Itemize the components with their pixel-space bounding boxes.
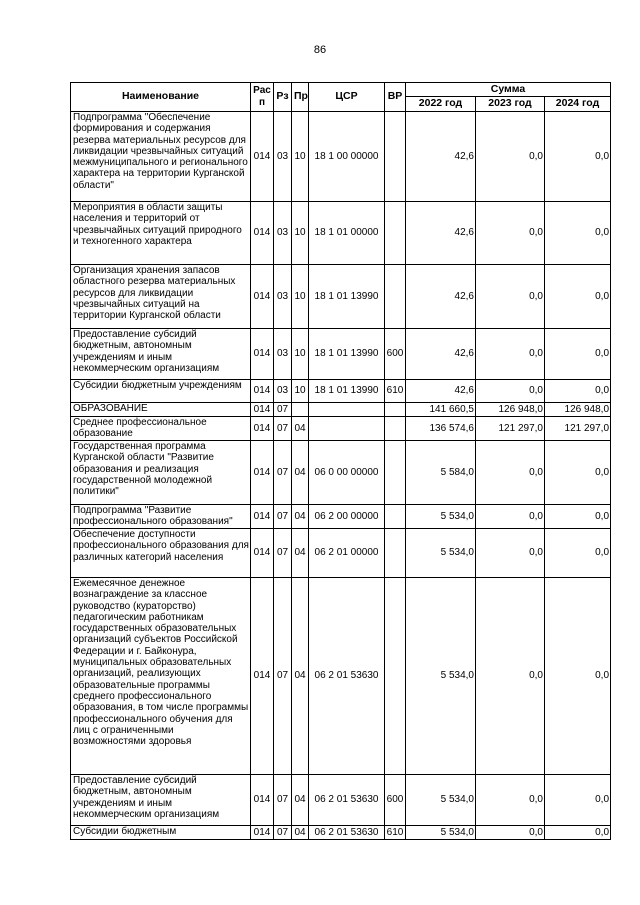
table-row bbox=[71, 112, 611, 202]
cell-y2024: 0,0 bbox=[545, 329, 611, 380]
cell-pr: 10 bbox=[292, 202, 309, 265]
cell-y2022: 5 534,0 bbox=[406, 529, 476, 578]
table-row bbox=[71, 578, 611, 775]
cell-name: Подпрограмма "Обеспечение формирования и содержания резерва материальных ресурсов для ликвидации чрезвычайных ситуаций межмуниципального и регионального характера на территории Курганской области" bbox=[71, 112, 251, 202]
table-row bbox=[71, 529, 611, 578]
cell-ras: 014 bbox=[251, 380, 274, 403]
cell-y2024: 0,0 bbox=[545, 202, 611, 265]
cell-ras: 014 bbox=[251, 826, 274, 840]
cell-vr bbox=[385, 403, 406, 417]
cell-name: Подпрограмма "Развитие профессионального образования" bbox=[71, 505, 251, 529]
cell-rz: 03 bbox=[274, 112, 292, 202]
cell-ras: 014 bbox=[251, 775, 274, 826]
cell-y2024: 121 297,0 bbox=[545, 417, 611, 441]
header-rz: Рз bbox=[274, 83, 292, 112]
cell-y2024: 0,0 bbox=[545, 505, 611, 529]
cell-y2023: 0,0 bbox=[476, 529, 545, 578]
header-pr: Пр bbox=[292, 83, 309, 112]
cell-y2022: 42,6 bbox=[406, 380, 476, 403]
cell-rz: 07 bbox=[274, 578, 292, 775]
cell-pr: 04 bbox=[292, 578, 309, 775]
cell-pr: 04 bbox=[292, 505, 309, 529]
table-row bbox=[71, 329, 611, 380]
cell-y2022: 42,6 bbox=[406, 202, 476, 265]
cell-name: Ежемесячное денежное вознаграждение за классное руководство (кураторство) педагогическим работникам государственных образовательных организаций субъектов Российской Федерации и г. Байконура, муниципальных образовательных организаций, реализующих образовательные программы среднего профессионального образования, в том числе программы профессионального обучения для лиц с ограниченными возможностями здоровья bbox=[71, 578, 251, 775]
cell-rz: 07 bbox=[274, 529, 292, 578]
cell-ras: 014 bbox=[251, 202, 274, 265]
cell-pr bbox=[292, 403, 309, 417]
cell-ras: 014 bbox=[251, 265, 274, 329]
cell-name: Среднее профессиональное образование bbox=[71, 417, 251, 441]
table-row bbox=[71, 441, 611, 505]
table-row bbox=[71, 380, 611, 403]
table-row bbox=[71, 505, 611, 529]
cell-vr: 600 bbox=[385, 775, 406, 826]
cell-y2022: 136 574,6 bbox=[406, 417, 476, 441]
cell-csr bbox=[309, 417, 385, 441]
cell-rz: 03 bbox=[274, 202, 292, 265]
cell-y2023: 0,0 bbox=[476, 112, 545, 202]
cell-csr: 18 1 01 00000 bbox=[309, 202, 385, 265]
cell-rz: 07 bbox=[274, 417, 292, 441]
cell-pr: 04 bbox=[292, 826, 309, 840]
table-row bbox=[71, 826, 611, 840]
cell-csr: 06 0 00 00000 bbox=[309, 441, 385, 505]
header-csr: ЦСР bbox=[309, 83, 385, 112]
cell-vr bbox=[385, 578, 406, 775]
cell-rz: 07 bbox=[274, 403, 292, 417]
cell-y2022: 5 534,0 bbox=[406, 505, 476, 529]
cell-y2024: 0,0 bbox=[545, 826, 611, 840]
cell-vr bbox=[385, 529, 406, 578]
page-number: 86 bbox=[313, 44, 327, 56]
header-2023: 2023 год bbox=[476, 97, 545, 112]
cell-csr: 18 1 01 13990 bbox=[309, 380, 385, 403]
cell-csr bbox=[309, 403, 385, 417]
cell-vr bbox=[385, 202, 406, 265]
cell-y2024: 0,0 bbox=[545, 578, 611, 775]
cell-name: Предоставление субсидий бюджетным, автономным учреждениям и иным некоммерческим организациям bbox=[71, 329, 251, 380]
cell-csr: 18 1 00 00000 bbox=[309, 112, 385, 202]
cell-y2022: 5 534,0 bbox=[406, 578, 476, 775]
cell-y2022: 5 534,0 bbox=[406, 775, 476, 826]
cell-y2024: 0,0 bbox=[545, 441, 611, 505]
cell-y2023: 0,0 bbox=[476, 441, 545, 505]
cell-pr: 10 bbox=[292, 265, 309, 329]
cell-rz: 03 bbox=[274, 329, 292, 380]
cell-y2022: 5 584,0 bbox=[406, 441, 476, 505]
cell-y2023: 126 948,0 bbox=[476, 403, 545, 417]
header-2024: 2024 год bbox=[545, 97, 611, 112]
cell-vr: 610 bbox=[385, 380, 406, 403]
budget-table bbox=[70, 82, 611, 840]
cell-ras: 014 bbox=[251, 403, 274, 417]
cell-y2023: 121 297,0 bbox=[476, 417, 545, 441]
cell-rz: 03 bbox=[274, 380, 292, 403]
cell-y2023: 0,0 bbox=[476, 202, 545, 265]
table-row bbox=[71, 265, 611, 329]
cell-y2024: 0,0 bbox=[545, 380, 611, 403]
cell-rz: 07 bbox=[274, 505, 292, 529]
cell-y2022: 141 660,5 bbox=[406, 403, 476, 417]
table-row bbox=[71, 403, 611, 417]
cell-ras: 014 bbox=[251, 417, 274, 441]
cell-y2023: 0,0 bbox=[476, 265, 545, 329]
header-name: Наименование bbox=[71, 83, 251, 112]
cell-vr bbox=[385, 441, 406, 505]
cell-pr: 04 bbox=[292, 529, 309, 578]
cell-y2024: 0,0 bbox=[545, 265, 611, 329]
header-2022: 2022 год bbox=[406, 97, 476, 112]
cell-pr: 10 bbox=[292, 380, 309, 403]
cell-csr: 18 1 01 13990 bbox=[309, 265, 385, 329]
cell-name: Предоставление субсидий бюджетным, автономным учреждениям и иным некоммерческим организациям bbox=[71, 775, 251, 826]
cell-y2022: 42,6 bbox=[406, 329, 476, 380]
cell-name: Мероприятия в области защиты населения и территорий от чрезвычайных ситуаций природного и техногенного характера bbox=[71, 202, 251, 265]
cell-vr: 610 bbox=[385, 826, 406, 840]
cell-pr: 04 bbox=[292, 441, 309, 505]
cell-y2023: 0,0 bbox=[476, 826, 545, 840]
cell-csr: 06 2 00 00000 bbox=[309, 505, 385, 529]
cell-vr bbox=[385, 112, 406, 202]
cell-csr: 06 2 01 53630 bbox=[309, 775, 385, 826]
cell-y2023: 0,0 bbox=[476, 775, 545, 826]
cell-vr bbox=[385, 505, 406, 529]
cell-name: Субсидии бюджетным учреждениям bbox=[71, 380, 251, 403]
table-row bbox=[71, 417, 611, 441]
cell-y2022: 42,6 bbox=[406, 112, 476, 202]
cell-name: ОБРАЗОВАНИЕ bbox=[71, 403, 251, 417]
cell-pr: 10 bbox=[292, 329, 309, 380]
cell-y2023: 0,0 bbox=[476, 578, 545, 775]
cell-csr: 06 2 01 00000 bbox=[309, 529, 385, 578]
cell-rz: 07 bbox=[274, 775, 292, 826]
cell-pr: 10 bbox=[292, 112, 309, 202]
cell-csr: 18 1 01 13990 bbox=[309, 329, 385, 380]
cell-y2024: 0,0 bbox=[545, 775, 611, 826]
cell-y2024: 0,0 bbox=[545, 112, 611, 202]
cell-ras: 014 bbox=[251, 529, 274, 578]
cell-name: Субсидии бюджетным bbox=[71, 826, 251, 840]
cell-ras: 014 bbox=[251, 112, 274, 202]
cell-name: Обеспечение доступности профессионального образования для различных категорий населения bbox=[71, 529, 251, 578]
table-row bbox=[71, 202, 611, 265]
cell-ras: 014 bbox=[251, 329, 274, 380]
cell-ras: 014 bbox=[251, 505, 274, 529]
cell-vr bbox=[385, 417, 406, 441]
header-ras: Рас п bbox=[251, 83, 274, 112]
cell-name: Государственная программа Курганской области "Развитие образования и реализация государственной молодежной политики" bbox=[71, 441, 251, 505]
cell-ras: 014 bbox=[251, 441, 274, 505]
cell-ras: 014 bbox=[251, 578, 274, 775]
cell-rz: 07 bbox=[274, 826, 292, 840]
cell-rz: 03 bbox=[274, 265, 292, 329]
cell-pr: 04 bbox=[292, 775, 309, 826]
cell-csr: 06 2 01 53630 bbox=[309, 578, 385, 775]
cell-y2024: 126 948,0 bbox=[545, 403, 611, 417]
cell-y2023: 0,0 bbox=[476, 505, 545, 529]
cell-rz: 07 bbox=[274, 441, 292, 505]
cell-vr bbox=[385, 265, 406, 329]
cell-name: Организация хранения запасов областного резерва материальных ресурсов для ликвидации чрезвычайных ситуаций на территории Курганской области bbox=[71, 265, 251, 329]
table-row bbox=[71, 775, 611, 826]
cell-y2023: 0,0 bbox=[476, 380, 545, 403]
cell-y2022: 42,6 bbox=[406, 265, 476, 329]
cell-y2024: 0,0 bbox=[545, 529, 611, 578]
cell-y2022: 5 534,0 bbox=[406, 826, 476, 840]
cell-csr: 06 2 01 53630 bbox=[309, 826, 385, 840]
header-vr: ВР bbox=[385, 83, 406, 112]
cell-y2023: 0,0 bbox=[476, 329, 545, 380]
cell-vr: 600 bbox=[385, 329, 406, 380]
cell-pr: 04 bbox=[292, 417, 309, 441]
header-sum: Сумма bbox=[406, 83, 611, 97]
